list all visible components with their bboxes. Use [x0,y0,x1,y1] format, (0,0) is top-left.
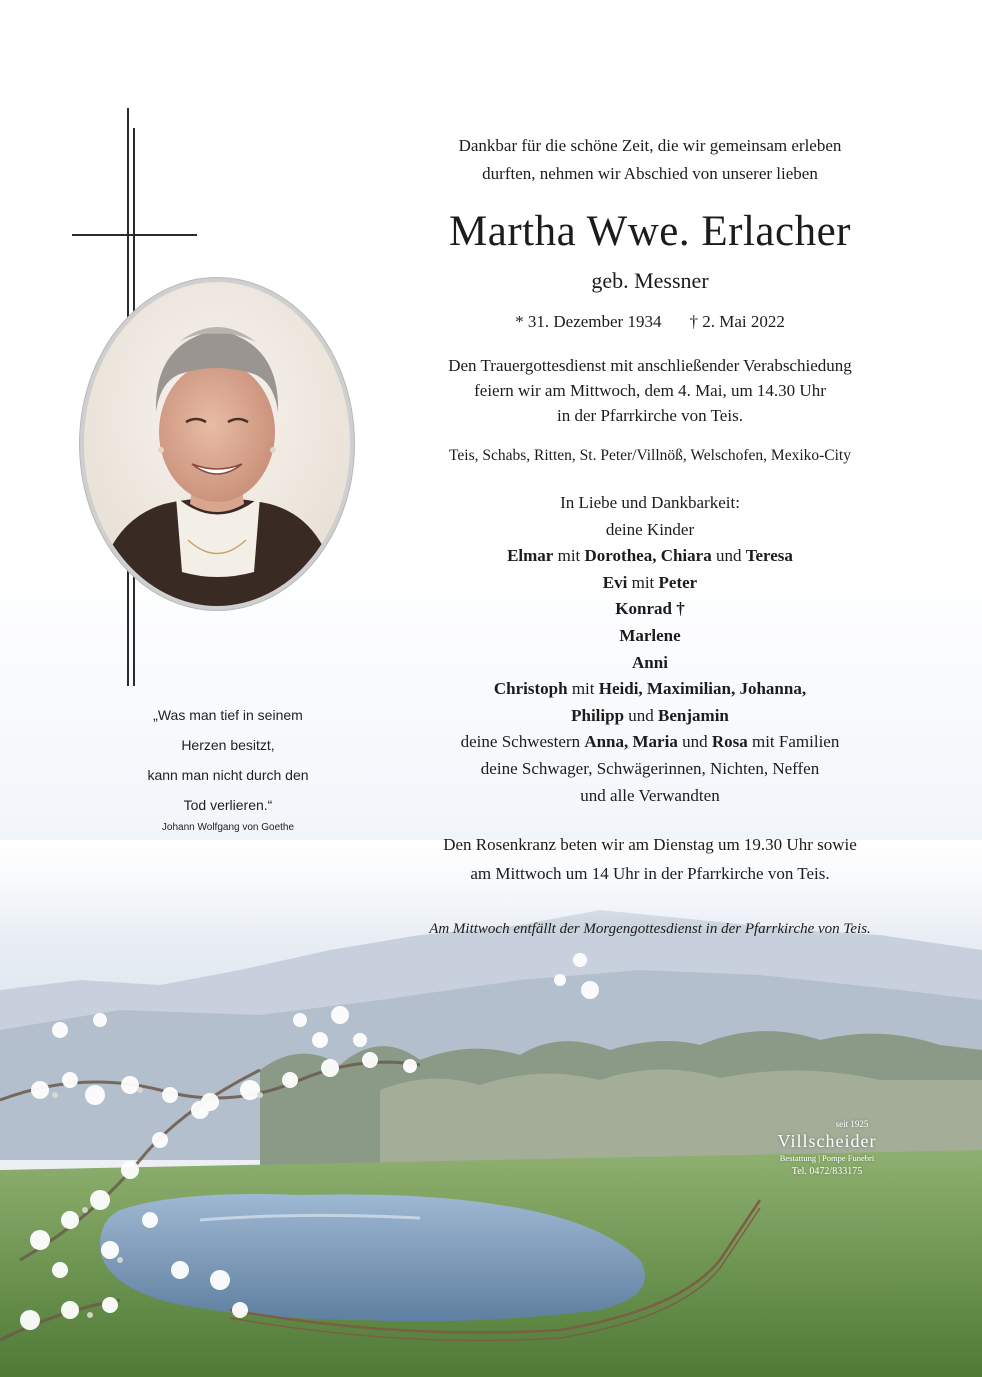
death-date: † 2. Mai 2022 [689,312,785,331]
places-line: Teis, Schabs, Ritten, St. Peter/Villnöß, Welschofen, Mexiko-City [449,447,851,464]
family-line-elmar [390,543,910,570]
family-line-christoph [390,676,910,703]
children-intro: deine Kinder [605,519,695,539]
family-line-philipp [390,703,910,730]
family-line-evi [390,570,910,597]
family-name: Evi [602,572,628,592]
family-name: Christoph [493,679,568,699]
family-name: Anna, Maria [584,732,678,752]
family-list [390,490,910,809]
family-line-in-laws: deine Schwager, Schwägerinnen, Nichten, Neffen [480,758,820,778]
funeral-service-text [390,353,910,428]
family-name: Benjamin [658,705,729,725]
family-connector: deine Schwestern [460,732,585,752]
quote-line: kann man nicht durch den [147,767,309,783]
family-connector: mit Familien [747,732,840,752]
logo-subtitle: Bestattung | Pompe Funebri [779,1153,875,1163]
quote-author: Johann Wolfgang von Goethe [161,822,295,833]
goethe-quote [100,700,356,833]
family-line-sisters [390,729,910,756]
family-name: Philipp [571,705,625,725]
cross-bar [72,234,197,236]
rosary-text [390,830,910,888]
portrait-frame [80,278,354,610]
mass-cancellation-note: Am Mittwoch entfällt der Morgengottesdienst in der Pfarrkirche von Teis. [429,921,871,937]
family-connector: und [677,732,712,752]
rosary-line: am Mittwoch um 14 Uhr in der Pfarrkirche von Teis. [470,864,830,883]
family-line-anni [390,650,910,677]
family-name: Anni [632,652,668,672]
birth-name: geb. Messner [591,268,709,293]
intro-line: durften, nehmen wir Abschied von unserer lieben [482,164,818,183]
birth-date: * 31. Dezember 1934 [515,312,662,331]
family-name: Marlene [619,625,681,645]
family-connector: mit [627,572,659,592]
family-name: Heidi, Maximilian, Johanna, [598,679,807,699]
family-connector: mit [553,546,585,566]
family-connector: und [624,705,659,725]
life-dates [390,309,910,335]
family-line-relatives: und alle Verwandten [580,785,720,805]
logo-name: Villscheider [777,1131,877,1151]
family-name: Rosa [711,732,748,752]
quote-line: „Was man tief in seinem [153,707,303,723]
family-connector: mit [567,679,599,699]
logo-phone: Tel. 0472/833175 [791,1166,863,1177]
family-connector: und [711,546,746,566]
family-name: Konrad † [615,599,685,619]
service-line: Den Trauergottesdienst mit anschließender Verabschiedung [448,356,852,375]
intro-line: Dankbar für die schöne Zeit, die wir gemeinsam erleben [458,136,842,155]
funeral-home-logo [752,1118,902,1180]
family-name: Teresa [745,546,793,566]
family-line-marlene [390,623,910,650]
family-heading: In Liebe und Dankbarkeit: [560,493,740,512]
family-name: Elmar [507,546,554,566]
rosary-line: Den Rosenkranz beten wir am Dienstag um 19.30 Uhr sowie [443,835,857,854]
quote-line: Tod verlieren.“ [183,797,273,813]
family-name: Peter [658,572,698,592]
quote-line: Herzen besitzt, [181,737,275,753]
logo-since: seit 1925 [835,1119,869,1129]
family-name: Dorothea, Chiara [584,546,712,566]
portrait-photo [84,282,350,606]
intro-text [390,132,910,188]
deceased-name: Martha Wwe. Erlacher [449,208,851,255]
family-line-konrad [390,596,910,623]
service-line: in der Pfarrkirche von Teis. [557,406,743,425]
service-line: feiern wir am Mittwoch, dem 4. Mai, um 14.30 Uhr [474,381,826,400]
